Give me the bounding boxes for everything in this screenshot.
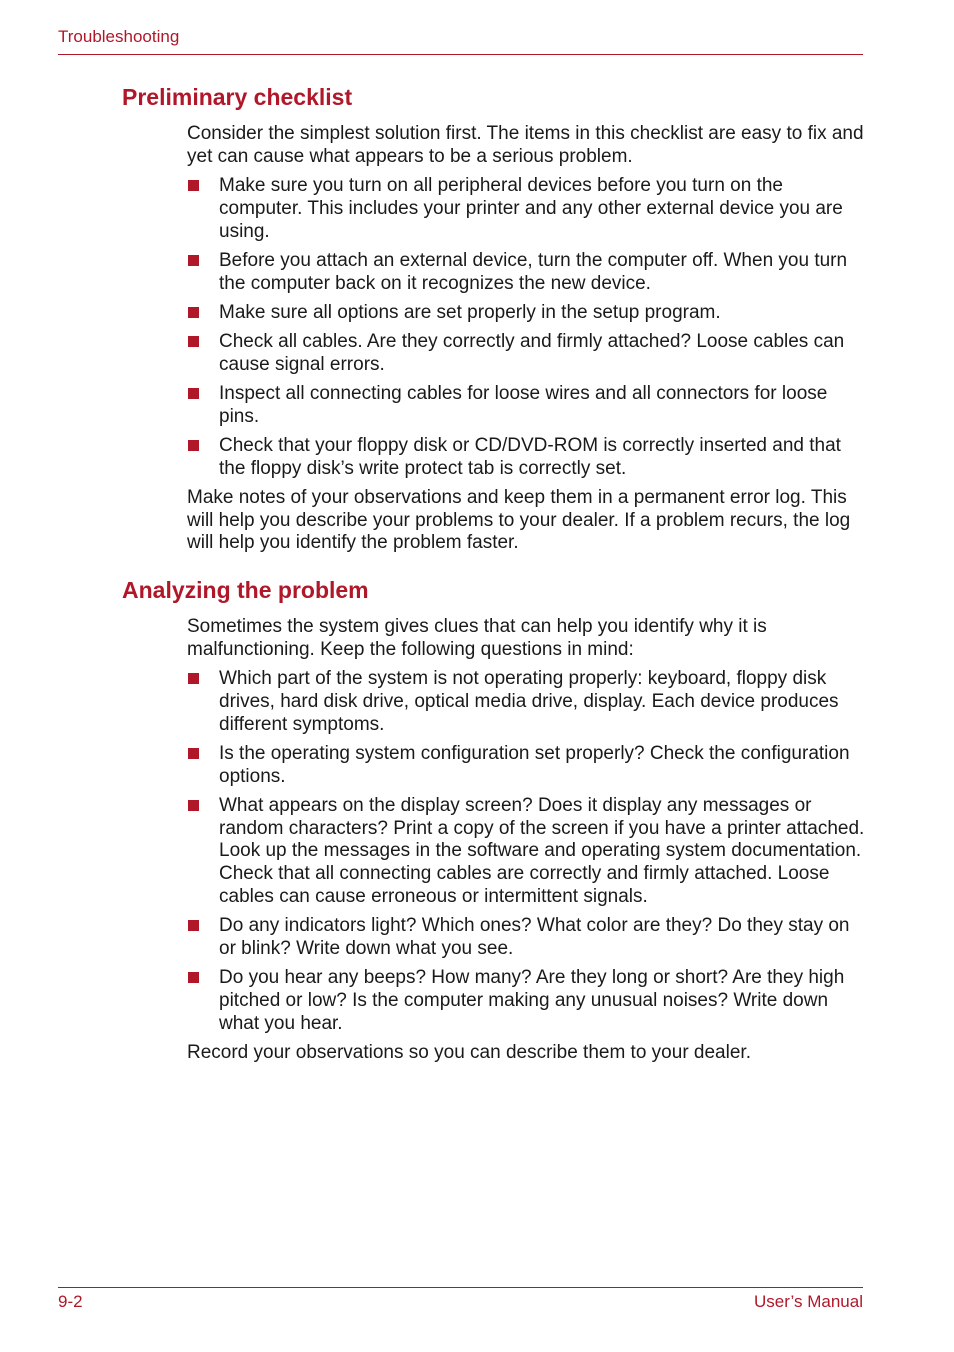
section-body-analyzing-the-problem: [187, 616, 867, 1065]
square-bullet-icon: [188, 673, 199, 684]
section-title-analyzing-the-problem: Analyzing the problem: [122, 577, 369, 603]
list-item: [187, 175, 867, 243]
list-item: [187, 383, 867, 429]
list-item: [187, 668, 867, 736]
square-bullet-icon: [188, 440, 199, 451]
section-intro: Consider the simplest solution first. The items in this checklist are easy to fix and yet can cause what appears to be a serious problem.: [187, 123, 864, 167]
square-bullet-icon: [188, 748, 199, 759]
section-intro: Sometimes the system gives clues that can help you identify why it is malfunctioning. Keep the following questions in mind:: [187, 616, 767, 660]
list-item-text: Make sure all options are set properly in the setup program.: [219, 301, 721, 323]
checklist: [187, 175, 867, 481]
list-item: [187, 331, 867, 377]
list-item-text: Make sure you turn on all peripheral devices before you turn on the computer. This includes your printer and any other external device you are using.: [219, 174, 843, 242]
list-item-text: Check that your floppy disk or CD/DVD-ROM is correctly inserted and that the floppy disk’s write protect tab is correctly set.: [219, 434, 841, 479]
list-item: [187, 250, 867, 296]
list-item: [187, 743, 867, 789]
square-bullet-icon: [188, 255, 199, 266]
header-rule: [58, 54, 863, 55]
square-bullet-icon: [188, 972, 199, 983]
list-item-text: Check all cables. Are they correctly and firmly attached? Loose cables can cause signal errors.: [219, 330, 845, 375]
section-title-preliminary-checklist: Preliminary checklist: [122, 84, 353, 110]
question-list: [187, 668, 867, 1036]
list-item: [187, 435, 867, 481]
list-item: [187, 915, 867, 961]
section-body-preliminary-checklist: [187, 123, 867, 555]
list-item-text: Do any indicators light? Which ones? What color are they? Do they stay on or blink? Write down what you see.: [219, 915, 850, 959]
list-item-text: Before you attach an external device, turn the computer off. When you turn the computer back on it recognizes the new device.: [219, 249, 848, 294]
section-outro: Record your observations so you can describe them to your dealer.: [187, 1041, 751, 1063]
square-bullet-icon: [188, 388, 199, 399]
list-item-text: Which part of the system is not operating properly: keyboard, floppy disk drives, hard disk drive, optical media drive, display. Each device produces different symptoms.: [219, 667, 839, 735]
list-item: [187, 795, 867, 909]
square-bullet-icon: [188, 920, 199, 931]
manual-title: User’s Manual: [754, 1292, 863, 1311]
list-item: [187, 967, 867, 1035]
list-item-text: What appears on the display screen? Does it display any messages or random characters? Print a copy of the screen if you have a printer attached. Look up the messages in the software and operating system documentation. Check that all connecting cables are correctly and firmly attached. Loose cables can cause erroneous or intermittent signals.: [219, 794, 865, 907]
list-item: [187, 302, 867, 325]
running-header: Troubleshooting: [58, 27, 180, 46]
square-bullet-icon: [188, 800, 199, 811]
square-bullet-icon: [188, 307, 199, 318]
section-outro: Make notes of your observations and keep them in a permanent error log. This will help you describe your problems to your dealer. If a problem recurs, the log will help you identify the problem faster.: [187, 486, 851, 554]
list-item-text: Do you hear any beeps? How many? Are they long or short? Are they high pitched or low? Is the computer making any unusual noises? Write down what you hear.: [219, 967, 845, 1034]
list-item-text: Is the operating system configuration set properly? Check the configuration options.: [219, 742, 850, 787]
list-item-text: Inspect all connecting cables for loose wires and all connectors for loose pins.: [219, 382, 828, 427]
page-number: 9-2: [58, 1292, 83, 1311]
square-bullet-icon: [188, 180, 199, 191]
footer-rule: [58, 1287, 863, 1288]
square-bullet-icon: [188, 336, 199, 347]
